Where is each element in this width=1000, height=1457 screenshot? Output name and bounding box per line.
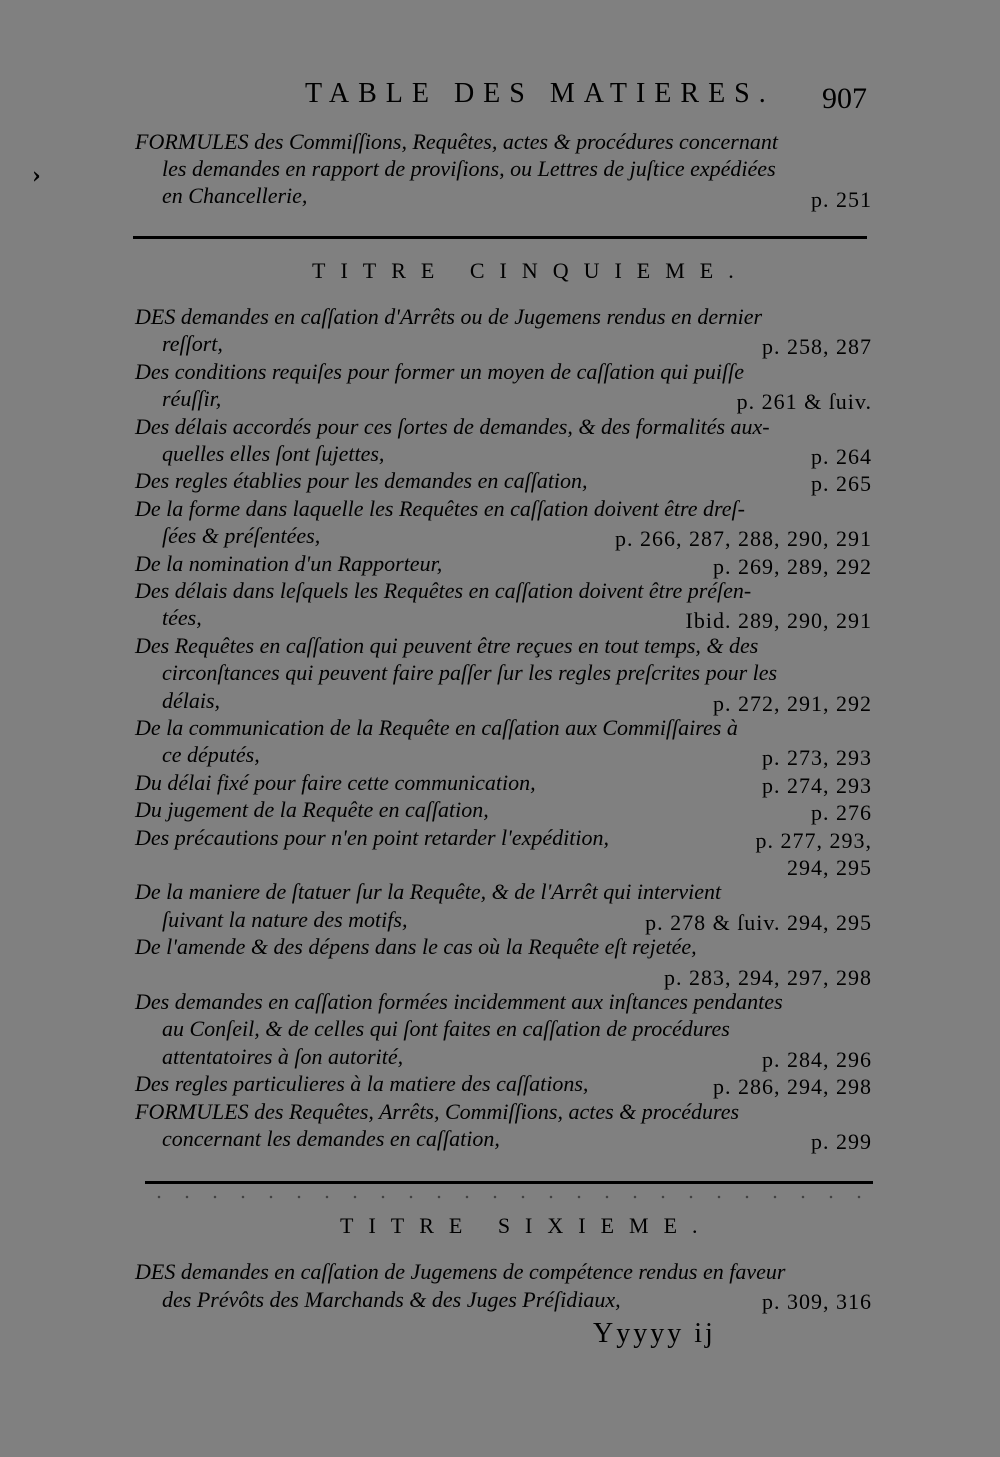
entry-line: Des regles établies pour les demandes en caſſation, [135,468,588,493]
page-reference: Ibid. 289, 290, 291 [685,608,872,633]
entry-line: FORMULES des Requêtes, Arrêts, Commiſſions, actes & procédures [135,1099,740,1124]
section-divider [145,1181,873,1184]
page-reference: p. 269, 289, 292 [713,554,872,579]
entry-line: DES demandes en caſſation de Jugemens de compétence rendus en faveur [135,1259,786,1284]
section-divider [133,236,867,239]
entry-line: Des Requêtes en caſſation qui peuvent être reçues en tout temps, & des [135,633,759,658]
entry-line: De la nomination d'un Rapporteur, [135,551,443,576]
page-reference: p. 278 & ſuiv. 294, 295 [645,910,872,935]
entry-line: DES demandes en caſſation d'Arrêts ou de Jugemens rendus en dernier [135,304,763,329]
page-reference: p. 277, 293, [755,828,872,853]
entry-line: des Prévôts des Marchands & des Juges Préſidiaux, [162,1287,621,1312]
entry-line: reſſort, [162,331,223,356]
page-reference: p. 286, 294, 298 [713,1074,872,1099]
entry-line: ſuivant la nature des motifs, [162,907,408,932]
entry-line: Des demandes en caſſation formées incidemment aux inſtances pendantes [135,989,783,1014]
page-reference: p. 265 [811,471,872,496]
section-title: TITRE CINQUIEME. [312,258,749,283]
entry-line: Des conditions requiſes pour former un moyen de caſſation qui puiſſe [135,359,744,384]
entry-line: réuſſir, [162,386,222,411]
entry-line: au Conſeil, & de celles qui ſont faites en caſſation de procédures [162,1016,730,1041]
page-reference: p. 266, 287, 288, 290, 291 [615,526,872,551]
entry-line: De la communication de la Requête en caſſation aux Commiſſaires à [135,715,738,740]
entry-line: Des précautions pour n'en point retarder l'expédition, [135,825,609,850]
page-reference: p. 283, 294, 297, 298 [664,965,872,990]
entry-line: Des regles particulieres à la matiere des caſſations, [135,1071,589,1096]
entry-line: Des délais accordés pour ces ſortes de demandes, & des formalités aux- [135,414,770,439]
page-reference: p. 272, 291, 292 [713,691,872,716]
page-reference: p. 299 [811,1129,872,1154]
entry-line: tées, [162,605,202,630]
page-reference: p. 274, 293 [762,773,872,798]
entry-line: Des délais dans leſquels les Requêtes en caſſation doivent être préſen- [135,578,752,603]
page-reference: p. 273, 293 [762,745,872,770]
entry-line: Du délai fixé pour faire cette communication, [135,770,536,795]
page-reference: p. 258, 287 [762,334,872,359]
section-title: TITRE SIXIEME. [340,1213,713,1238]
entry-line: quelles elles ſont ſujettes, [162,441,385,466]
page-reference: p. 309, 316 [762,1289,872,1314]
page-reference: p. 264 [811,444,872,469]
entry-line: De la maniere de ſtatuer ſur la Requête, & de l'Arrêt qui intervient [135,879,722,904]
page-header-title: TABLE DES MATIERES. [305,78,775,109]
entry-line: ſées & préſentées, [162,523,321,548]
entry-line: attentatoires à ſon autorité, [162,1044,404,1069]
entry-line: De l'amende & des dépens dans le cas où la Requête eſt rejetée, [135,934,697,959]
entry-line: ce députés, [162,742,260,767]
page-reference: p. 284, 296 [762,1047,872,1072]
page-reference: p. 251 [811,187,872,212]
entry-line: les demandes en rapport de proviſions, ou Lettres de juſtice expédiées [162,156,776,181]
page-reference: 294, 295 [787,855,872,880]
entry-line: circonſtances qui peuvent faire paſſer ſur les regles preſcrites pour les [162,660,778,685]
entry-line: Du jugement de la Requête en caſſation, [135,797,489,822]
entry-line: en Chancellerie, [162,183,308,208]
page-reference: p. 261 & ſuiv. [736,389,872,414]
page-reference: p. 276 [811,800,872,825]
entry-line: FORMULES des Commiſſions, Requêtes, actes & procédures concernant [135,129,778,154]
page-number: 907 [822,82,867,115]
entry-line: concernant les demandes en caſſation, [162,1126,500,1151]
margin-mark: › [32,163,41,189]
entry-line: De la forme dans laquelle les Requêtes en caſſation doivent être dreſ- [135,496,745,521]
signature-mark: Yyyyy ij [593,1318,716,1349]
ornamental-dots [145,1192,865,1202]
entry-line: délais, [162,688,221,713]
